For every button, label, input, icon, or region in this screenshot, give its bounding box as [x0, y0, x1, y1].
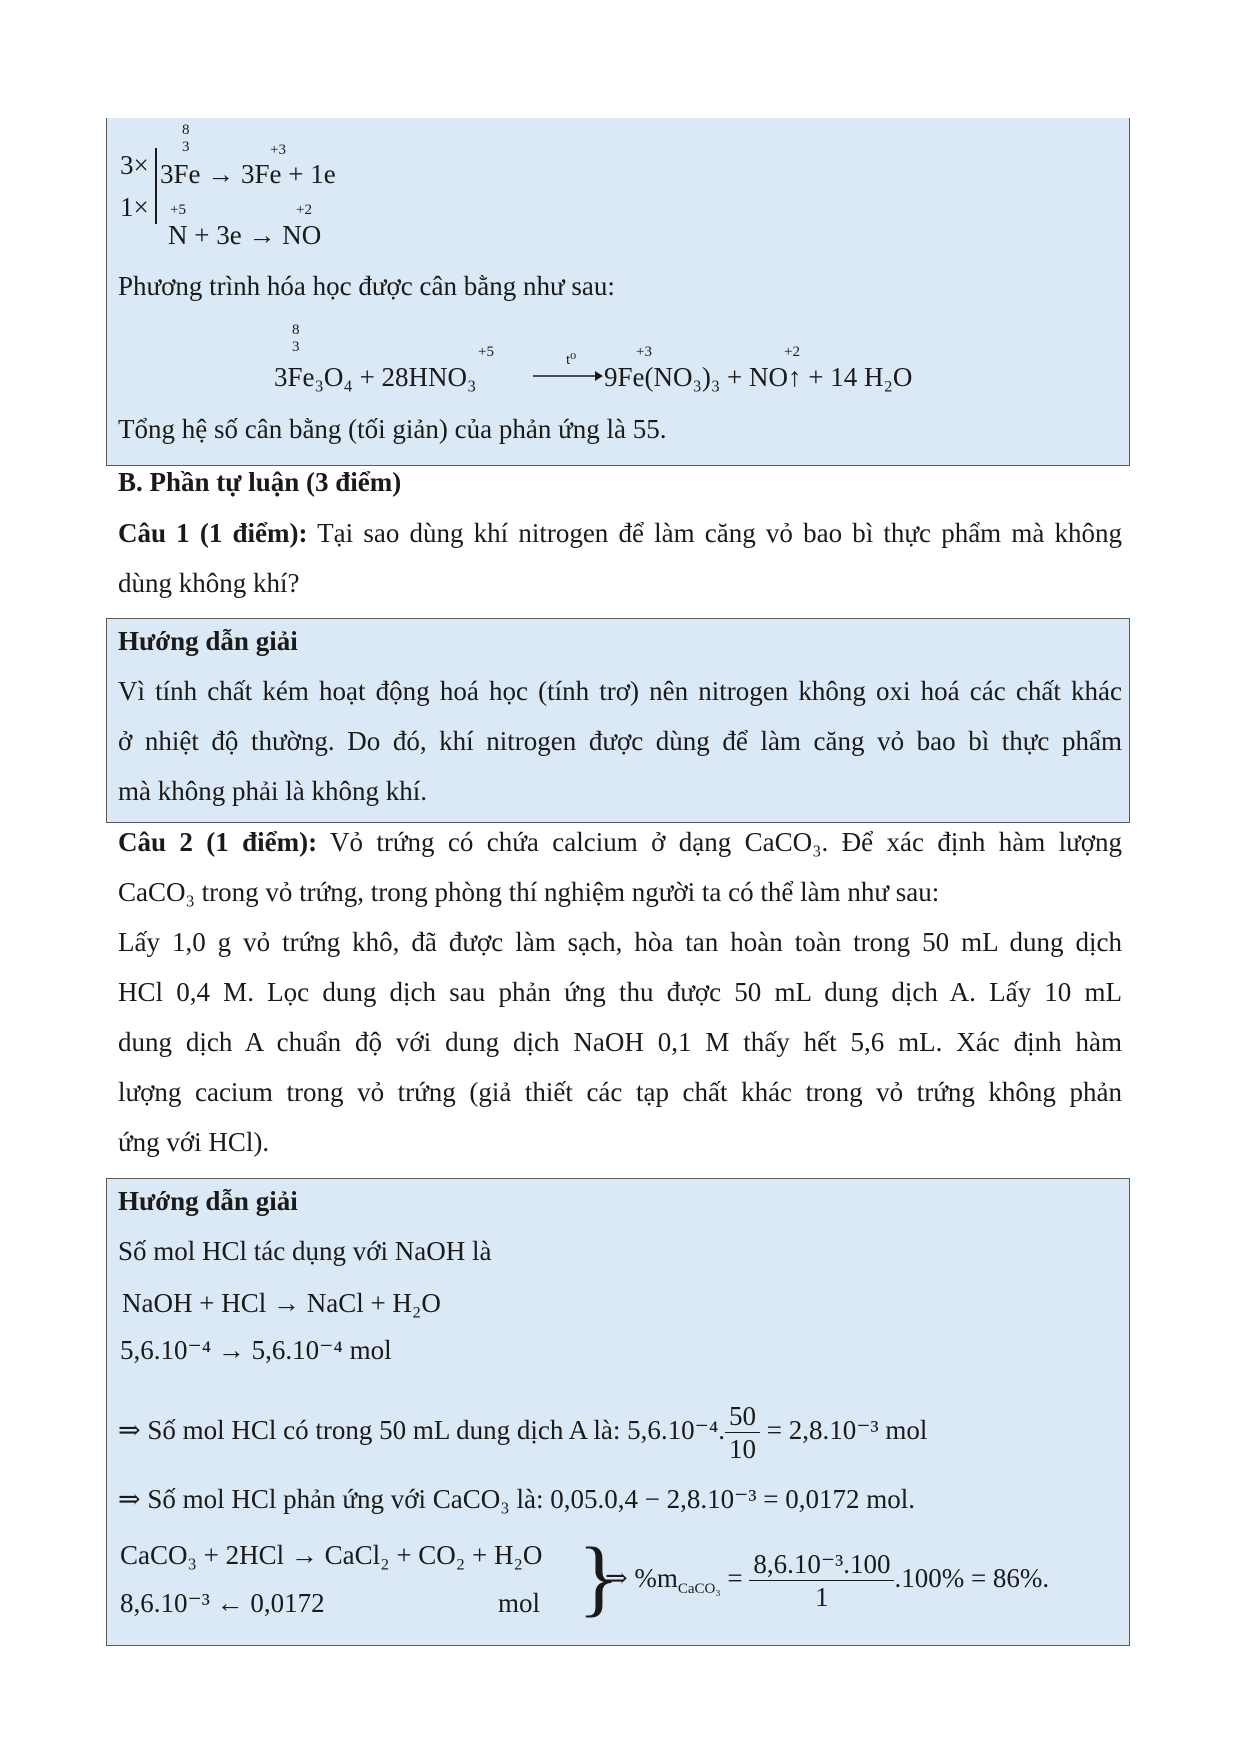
a2-eq1-mol: 5,6.10⁻⁴ → 5,6.10⁻⁴ mol: [120, 1335, 392, 1365]
a2-brace: }: [578, 1529, 620, 1625]
q2-line-4: HCl 0,4 M. Lọc dung dịch sau phản ứng thu được 50 mL dung dịch A. Lấy 10 mL: [118, 977, 1122, 1007]
a2-fraction: [725, 1400, 760, 1465]
a2-heading: Hướng dẫn giải: [118, 1186, 298, 1216]
eq-ox-fe3o4-num: 8: [292, 322, 300, 338]
a2-line-a-post: = 2,8.10⁻³ mol: [760, 1415, 928, 1445]
eq-t: t⁰: [566, 352, 577, 368]
q2-label: Câu 2 (1 điểm):: [118, 827, 318, 857]
a1-line-1: Vì tính chất kém hoạt động hoá học (tính trơ) nên nitrogen không oxi hoá các chất khác: [118, 676, 1122, 706]
a2-frac-num: 50: [725, 1400, 760, 1433]
half-coef-1: 3×: [120, 150, 149, 180]
reaction-arrow: [533, 366, 603, 382]
eq-ox-fe: +3: [636, 344, 652, 360]
q2-line-5: dung dịch A chuẩn độ với dung dịch NaOH 0,1 M thấy hết 5,6 mL. Xác định hàm: [118, 1027, 1122, 1057]
a2-res-sub: CaCO₃: [677, 1581, 721, 1597]
a1-line-2: ở nhiệt độ thường. Do đó, khí nitrogen được dùng để làm căng vỏ bao bì thực phẩm: [118, 726, 1122, 756]
half-coef-2: 1×: [120, 192, 149, 222]
a2-res-eq: =: [720, 1563, 750, 1593]
ox-n5: +5: [170, 202, 186, 218]
a2-eq2: CaCO₃ + 2HCl → CaCl₂ + CO₂ + H₂O: [120, 1540, 543, 1570]
ox-n2: +2: [296, 202, 312, 218]
q2-line-7: ứng với HCl).: [118, 1127, 270, 1157]
q2-line-3: Lấy 1,0 g vỏ trứng khô, đã được làm sạch, hòa tan hoàn toàn trong 50 mL dung dịch: [118, 927, 1122, 957]
a2-frac-den: 10: [729, 1434, 757, 1465]
section-b-title: B. Phần tự luận (3 điểm): [118, 467, 402, 497]
a1-heading: Hướng dẫn giải: [118, 626, 298, 656]
a2-line-b: ⇒ Số mol HCl phản ứng với CaCO₃ là: 0,05.0,4 − 2,8.10⁻³ = 0,0172 mol.: [118, 1484, 916, 1514]
half-reaction-1: 3Fe → 3Fe + 1e: [160, 159, 336, 189]
a2-line-a: [118, 1398, 927, 1465]
q2-line-2: CaCO₃ trong vỏ trứng, trong phòng thí nghiệm người ta có thể làm như sau:: [118, 877, 940, 907]
q2-line-1: [118, 827, 1122, 857]
q1-line-1: [118, 518, 1122, 548]
eq-ox-hno3: +5: [478, 344, 494, 360]
a2-res-fraction: [749, 1548, 894, 1613]
a2-eq2-mol: 8,6.10⁻³ ← 0,0172: [120, 1588, 325, 1618]
q2-text-1: Vỏ trứng có chứa calcium ở dạng CaCO₃. Để xác định hàm lượng: [317, 827, 1122, 857]
q2-line-6: lượng cacium trong vỏ trứng (giả thiết các tạp chất khác trong vỏ trứng không phản: [118, 1077, 1122, 1107]
balanced-eq-left: 3Fe₃O₄ + 28HNO₃: [274, 362, 477, 392]
balanced-eq-right: 9Fe(NO₃)₃ + NO↑ + 14 H₂O: [604, 362, 913, 392]
a1-line-3: mà không phải là không khí.: [118, 776, 427, 806]
ox-fe-num: 8: [182, 122, 190, 138]
total-coefficient: Tổng hệ số cân bằng (tối giản) của phản ứng là 55.: [118, 414, 667, 444]
eq-ox-fe3o4-den: 3: [292, 339, 300, 355]
a2-res-post: .100% = 86%.: [894, 1563, 1050, 1593]
a2-eq1: NaOH + HCl → NaCl + H₂O: [122, 1288, 441, 1318]
a2-res-num: 8,6.10⁻³.100: [749, 1548, 894, 1581]
q1-line-2: dùng không khí?: [118, 568, 300, 598]
ox-fe3: +3: [270, 142, 286, 158]
q1-text-1: Tại sao dùng khí nitrogen để làm căng vỏ bao bì thực phẩm mà không: [307, 518, 1123, 548]
a2-line-a-pre: ⇒ Số mol HCl có trong 50 mL dung dịch A là: 5,6.10⁻⁴.: [118, 1415, 726, 1445]
a2-res-pre: ⇒ %m: [605, 1563, 678, 1593]
a2-eq2-unit: mol: [498, 1588, 541, 1618]
a2-line-1: Số mol HCl tác dụng với NaOH là: [118, 1236, 492, 1266]
balanced-label: Phương trình hóa học được cân bằng như sau:: [118, 271, 615, 301]
q1-label: Câu 1 (1 điểm):: [118, 518, 308, 548]
eq-ox-no: +2: [784, 344, 800, 360]
half-divider: [155, 148, 157, 224]
a2-res-den: 1: [815, 1582, 829, 1613]
ox-fe-den: 3: [182, 139, 190, 155]
a2-result: [605, 1546, 1049, 1621]
half-reaction-2: N + 3e → NO: [168, 220, 322, 250]
